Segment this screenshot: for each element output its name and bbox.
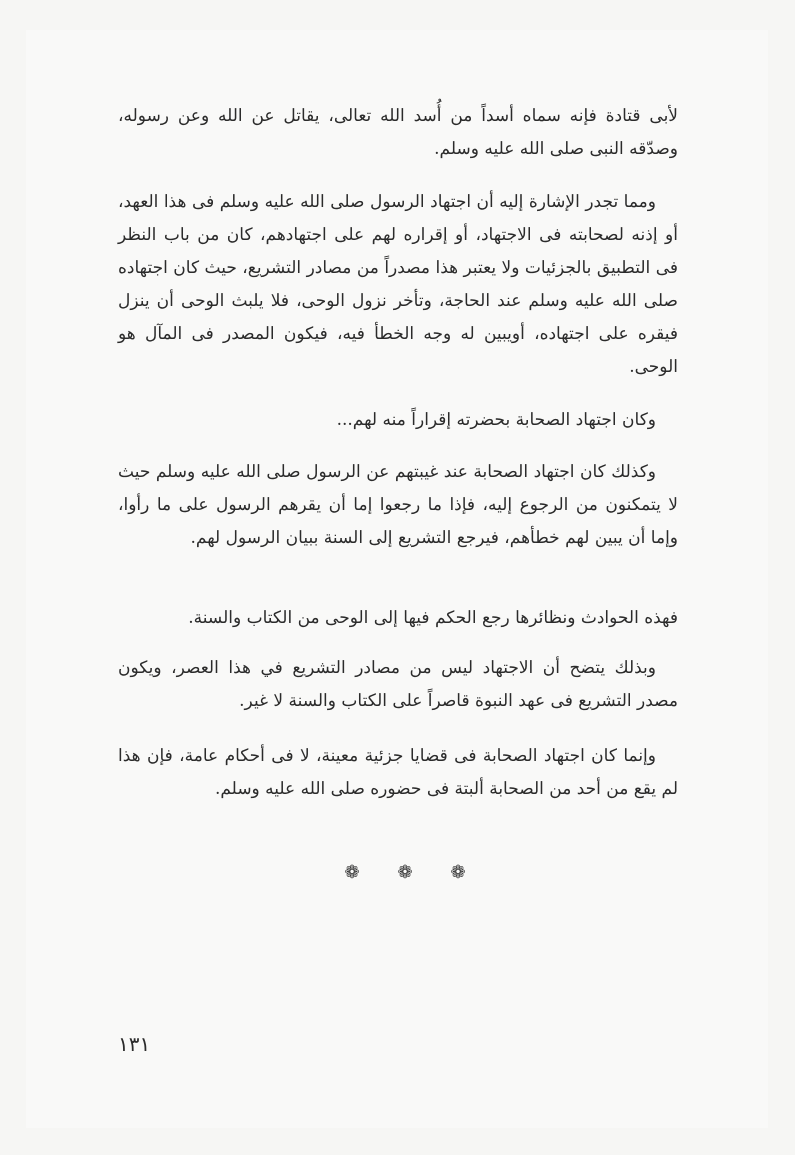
flower-ornament-icon: ❁ bbox=[344, 862, 360, 883]
paragraph-5-text: فهذه الحوادث ونظائرها رجع الحكم فيها إلى الوحى من الكتاب والسنة. bbox=[188, 608, 678, 628]
paragraph-7 bbox=[118, 740, 678, 806]
flower-ornament-icon: ❁ bbox=[450, 862, 466, 883]
paragraph-7-text: وإنما كان اجتهاد الصحابة فى قضايا جزئية معينة، لا فى أحكام عامة، فإن هذا لم يقع من أحد من الصحابة ألبتة فى حضوره صلى الله عليه وسلم. bbox=[118, 746, 678, 799]
paragraph-4-text: وكذلك كان اجتهاد الصحابة عند غيبتهم عن الرسول صلى الله عليه وسلم حيث لا يتمكنون من الرجوع إليه، فإذا ما رجعوا إما أن يقرهم الرسول على ما رأوا، وإما أن يبين لهم خطأهم، فيرجع التشريع إلى السنة ببيان الرسول لهم. bbox=[118, 462, 678, 548]
paragraph-1 bbox=[118, 100, 678, 166]
paragraph-1-text: لأبى قتادة فإنه سماه أسداً من أُسد الله تعالى، يقاتل عن الله وعن رسوله، وصدّقه النبى صلى الله عليه وسلم. bbox=[118, 106, 678, 159]
paragraph-3-text: وكان اجتهاد الصحابة بحضرته إقراراً منه لهم... bbox=[336, 410, 656, 430]
flower-ornament-icon: ❁ bbox=[397, 862, 413, 883]
paragraph-6-text: وبذلك يتضح أن الاجتهاد ليس من مصادر التشريع في هذا العصر، ويكون مصدر التشريع فى عهد النبوة قاصراً على الكتاب والسنة لا غير. bbox=[118, 658, 678, 711]
page-number: ١٣١ bbox=[118, 1032, 151, 1056]
paragraph-4 bbox=[118, 456, 678, 555]
paragraph-6 bbox=[118, 652, 678, 718]
section-divider bbox=[340, 862, 470, 883]
paragraph-3 bbox=[118, 404, 678, 437]
paragraph-2-text: ومما تجدر الإشارة إليه أن اجتهاد الرسول صلى الله عليه وسلم فى هذا العهد، أو إذنه لصحابته فى الاجتهاد، أو إقراره لهم على اجتهادهم، كان من باب النظر فى التطبيق بالجزئيات ولا يعتبر هذا مصدراً من مصادر التشريع، حيث كان اجتهاده صلى الله عليه وسلم عند الحاجة، وتأخر نزول الوحى، فلا يلبث الوحى أن ينزل فيقره على اجتهاده، أويبين له وجه الخطأ فيه، فيكون المصدر فى المآل هو الوحى. bbox=[118, 192, 678, 377]
paragraph-2 bbox=[118, 186, 678, 384]
paragraph-5 bbox=[118, 602, 678, 635]
